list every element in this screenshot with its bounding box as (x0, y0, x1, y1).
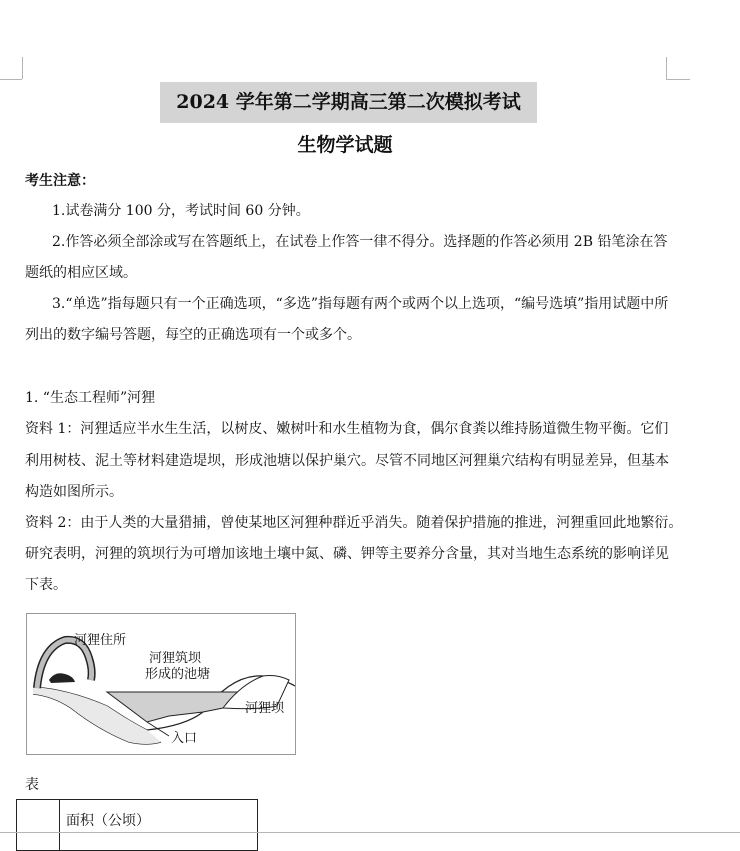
crop-mark-top-left-horizontal (0, 79, 22, 80)
diagram-drawing (27, 614, 295, 754)
label-pond-line2[interactable]: 形成的池塘 (145, 667, 211, 682)
label-lodge[interactable]: 河狸住所 (74, 633, 127, 648)
table-caption[interactable]: 表 (25, 777, 39, 793)
question-text-line[interactable]: 资料 2：由于人类的大量猎捕，曾使某地区河狸种群近乎消失。随着保护措施的推进，河狸重回此地繁衍。 (25, 515, 683, 531)
label-dam[interactable]: 河狸坝 (245, 701, 285, 716)
table-header-cell[interactable]: 面积（公顷） (60, 800, 258, 851)
label-entrance[interactable]: 入口 (171, 731, 198, 746)
beaver-lodge-diagram (26, 613, 296, 755)
question-text-line[interactable]: 构造如图所示。 (25, 484, 123, 500)
crop-mark-top-right-vertical (666, 57, 667, 79)
label-pond-line1[interactable]: 河狸筑坝 (149, 651, 202, 666)
question-text-line[interactable]: 下表。 (25, 577, 67, 593)
notice-line[interactable]: 1.试卷满分 100 分，考试时间 60 分钟。 (52, 203, 310, 219)
question-text-line[interactable]: 资料 1：河狸适应半水生生活，以树皮、嫩树叶和水生植物为食，偶尔食粪以维持肠道微生物平衡。它们 (25, 421, 669, 437)
page-bottom-edge (0, 832, 740, 833)
notice-line[interactable]: 3.“单选”指每题只有一个正确选项，“多选”指每题有两个或两个以上选项，“编号选填”指用试题中所 (52, 296, 669, 312)
page-title[interactable]: 2024 学年第二学期高三第二次模拟考试 (176, 91, 521, 113)
question-text-line[interactable]: 利用树枝、泥土等材料建造堤坝，形成池塘以保护巢穴。尽管不同地区河狸巢穴结构有明显差异，但基本 (25, 453, 669, 469)
table-header-cell[interactable] (17, 800, 60, 851)
beaver-icon (49, 673, 75, 683)
page-subtitle[interactable]: 生物学试题 (297, 134, 393, 156)
notice-line[interactable]: 2.作答必须全部涂或写在答题纸上，在试卷上作答一律不得分。选择题的作答必须用 2B 铅笔涂在答 (52, 234, 668, 250)
question-text-line[interactable]: 研究表明，河狸的筑坝行为可增加该地土壤中氮、磷、钾等主要养分含量，其对当地生态系统的影响详见 (25, 546, 669, 562)
notice-heading[interactable]: 考生注意： (25, 173, 95, 189)
notice-line[interactable]: 题纸的相应区域。 (25, 265, 137, 281)
title-highlight (160, 82, 537, 123)
table-row (17, 800, 258, 851)
crop-mark-top-right-horizontal (666, 79, 690, 80)
crop-mark-top-left-vertical (22, 57, 23, 79)
question-heading[interactable]: 1. “生态工程师”河狸 (25, 390, 156, 406)
data-table (16, 799, 258, 851)
notice-line[interactable]: 列出的数字编号答题，每空的正确选项有一个或多个。 (25, 327, 361, 343)
